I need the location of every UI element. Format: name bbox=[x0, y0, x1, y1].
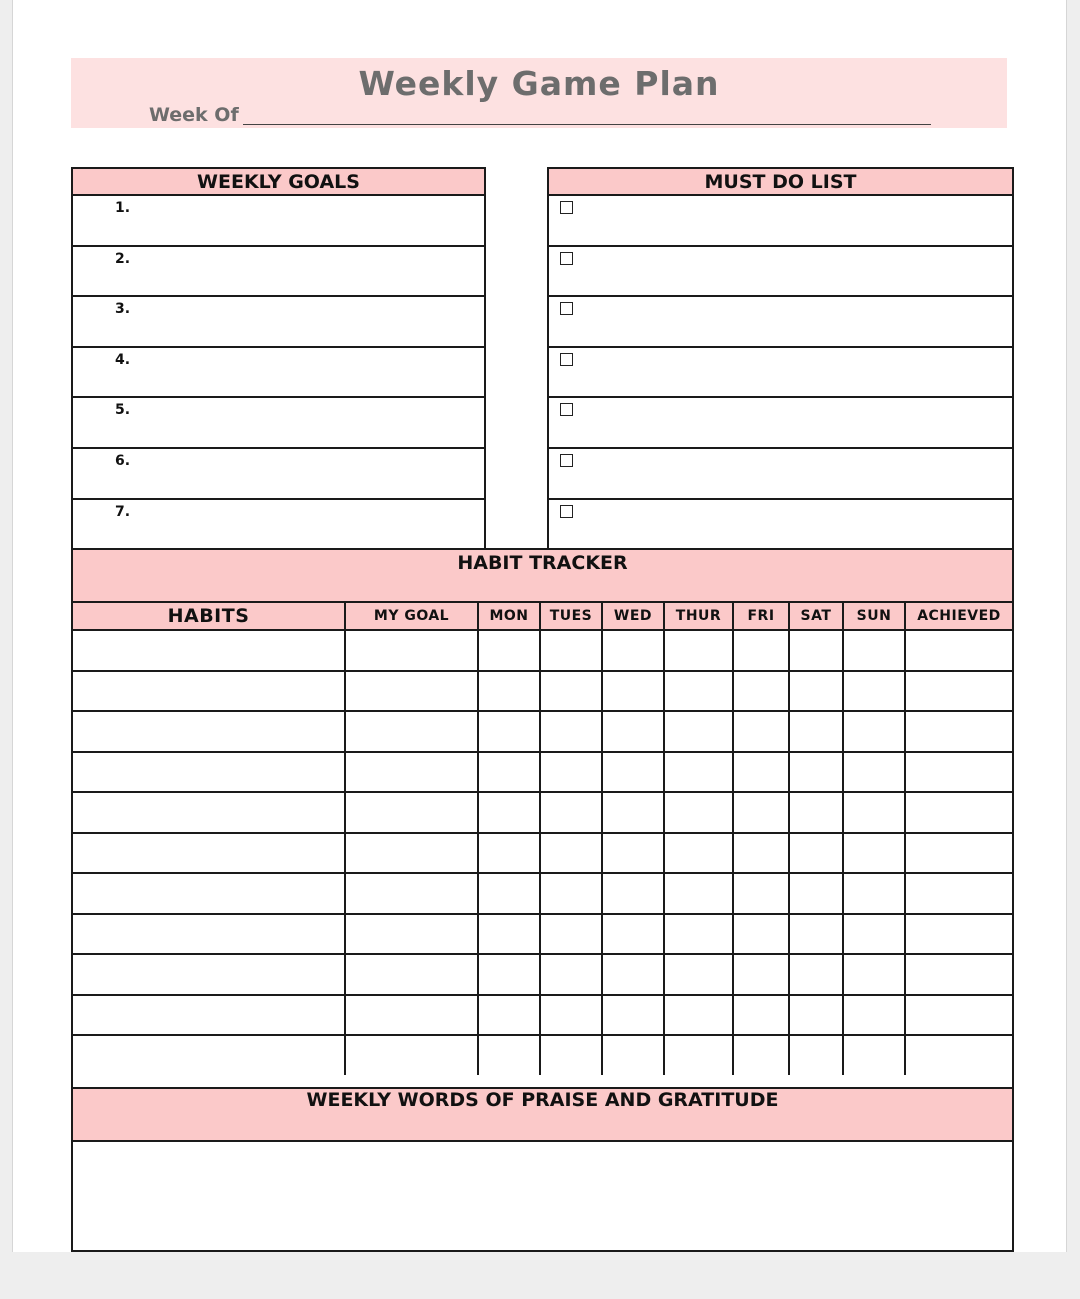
goal-number: 3. bbox=[115, 301, 131, 318]
habit-cell[interactable] bbox=[540, 630, 602, 671]
habit-cell[interactable] bbox=[345, 752, 478, 793]
goal-row[interactable] bbox=[73, 398, 484, 449]
habit-cell[interactable] bbox=[664, 711, 733, 752]
habit-cell[interactable] bbox=[345, 954, 478, 995]
page-header bbox=[71, 58, 1007, 128]
page-title: Weekly Game Plan bbox=[358, 64, 720, 103]
habit-cell[interactable] bbox=[789, 671, 843, 712]
must-do-row[interactable] bbox=[549, 196, 1012, 247]
habit-column-header: ACHIEVED bbox=[905, 603, 1012, 630]
habit-cell[interactable] bbox=[602, 752, 664, 793]
habit-cell[interactable] bbox=[478, 752, 540, 793]
habit-cell[interactable] bbox=[905, 914, 1012, 955]
must-do-row[interactable] bbox=[549, 297, 1012, 348]
habit-row bbox=[73, 995, 1012, 1036]
habit-tracker-heading: HABIT TRACKER bbox=[73, 550, 1012, 603]
goal-row[interactable] bbox=[73, 297, 484, 348]
habit-cell[interactable] bbox=[905, 671, 1012, 712]
habit-cell[interactable] bbox=[540, 711, 602, 752]
checkbox-icon[interactable] bbox=[560, 403, 573, 416]
habit-cell[interactable] bbox=[345, 873, 478, 914]
weekly-goals-section bbox=[71, 167, 486, 550]
goal-row[interactable] bbox=[73, 247, 484, 298]
habit-cell[interactable] bbox=[540, 914, 602, 955]
praise-section bbox=[71, 1087, 1014, 1252]
habit-cell[interactable] bbox=[73, 752, 345, 793]
habit-cell[interactable] bbox=[843, 1035, 905, 1075]
habit-cell[interactable] bbox=[73, 1035, 345, 1075]
habit-cell[interactable] bbox=[733, 752, 789, 793]
habit-cell[interactable] bbox=[733, 1035, 789, 1075]
must-do-row[interactable] bbox=[549, 247, 1012, 298]
habit-cell[interactable] bbox=[905, 995, 1012, 1036]
goal-row[interactable] bbox=[73, 500, 484, 551]
goal-number: 1. bbox=[115, 200, 131, 216]
habit-cell[interactable] bbox=[789, 954, 843, 995]
habit-row bbox=[73, 671, 1012, 712]
habit-cell[interactable] bbox=[789, 873, 843, 914]
goal-row[interactable] bbox=[73, 449, 484, 500]
habit-tracker-section bbox=[71, 548, 1014, 1089]
habit-cell[interactable] bbox=[905, 630, 1012, 671]
habit-row bbox=[73, 711, 1012, 752]
habit-cell[interactable] bbox=[478, 914, 540, 955]
habit-cell[interactable] bbox=[843, 711, 905, 752]
habit-cell[interactable] bbox=[602, 1035, 664, 1075]
checkbox-icon[interactable] bbox=[560, 454, 573, 467]
habit-cell[interactable] bbox=[733, 873, 789, 914]
habit-cell[interactable] bbox=[540, 1035, 602, 1075]
must-do-row[interactable] bbox=[549, 348, 1012, 399]
habit-cell[interactable] bbox=[843, 995, 905, 1036]
goal-number: 7. bbox=[115, 503, 131, 520]
habit-cell[interactable] bbox=[789, 1035, 843, 1075]
habit-cell[interactable] bbox=[843, 914, 905, 955]
habit-column-header: SUN bbox=[843, 603, 905, 630]
habit-cell[interactable] bbox=[602, 873, 664, 914]
habit-cell[interactable] bbox=[664, 914, 733, 955]
habit-row bbox=[73, 954, 1012, 995]
habit-row bbox=[73, 630, 1012, 671]
goal-number: 2. bbox=[115, 250, 131, 267]
habit-cell[interactable] bbox=[345, 1035, 478, 1075]
habit-cell[interactable] bbox=[602, 792, 664, 833]
habit-cell[interactable] bbox=[478, 995, 540, 1036]
habit-cell[interactable] bbox=[843, 954, 905, 995]
habit-cell[interactable] bbox=[905, 954, 1012, 995]
habit-cell[interactable] bbox=[540, 833, 602, 874]
habit-cell[interactable] bbox=[664, 873, 733, 914]
habit-cell[interactable] bbox=[789, 711, 843, 752]
habit-cell[interactable] bbox=[73, 792, 345, 833]
habit-cell[interactable] bbox=[905, 873, 1012, 914]
habit-cell[interactable] bbox=[843, 792, 905, 833]
habit-cell[interactable] bbox=[905, 833, 1012, 874]
habit-cell[interactable] bbox=[733, 671, 789, 712]
habit-cell[interactable] bbox=[733, 954, 789, 995]
habit-cell[interactable] bbox=[540, 995, 602, 1036]
habit-cell[interactable] bbox=[789, 995, 843, 1036]
habit-cell[interactable] bbox=[540, 671, 602, 712]
habit-cell[interactable] bbox=[789, 630, 843, 671]
habit-cell[interactable] bbox=[664, 1035, 733, 1075]
habit-column-header: MY GOAL bbox=[345, 603, 478, 630]
must-do-row[interactable] bbox=[549, 398, 1012, 449]
habit-cell[interactable] bbox=[905, 711, 1012, 752]
habit-cell[interactable] bbox=[789, 792, 843, 833]
weekly-goals-heading: WEEKLY GOALS bbox=[73, 169, 484, 196]
habit-cell[interactable] bbox=[664, 630, 733, 671]
habit-cell[interactable] bbox=[540, 792, 602, 833]
habit-cell[interactable] bbox=[345, 833, 478, 874]
habit-column-header: HABITS bbox=[73, 603, 345, 630]
habit-cell[interactable] bbox=[664, 752, 733, 793]
habit-cell[interactable] bbox=[733, 833, 789, 874]
checkbox-icon[interactable] bbox=[560, 505, 573, 518]
checkbox-icon[interactable] bbox=[560, 252, 573, 265]
habit-cell[interactable] bbox=[73, 671, 345, 712]
habit-cell[interactable] bbox=[789, 752, 843, 793]
must-do-row[interactable] bbox=[549, 449, 1012, 500]
habit-column-header: SAT bbox=[789, 603, 843, 630]
must-do-section bbox=[547, 167, 1014, 550]
habit-cell[interactable] bbox=[73, 995, 345, 1036]
habit-cell[interactable] bbox=[664, 671, 733, 712]
week-of-field[interactable] bbox=[243, 124, 931, 125]
goal-number: 6. bbox=[115, 452, 131, 469]
habit-cell[interactable] bbox=[345, 995, 478, 1036]
habit-cell[interactable] bbox=[843, 752, 905, 793]
habit-cell[interactable] bbox=[905, 792, 1012, 833]
goal-row[interactable] bbox=[73, 196, 484, 247]
habit-cell[interactable] bbox=[733, 792, 789, 833]
habit-cell[interactable] bbox=[789, 914, 843, 955]
checkbox-icon[interactable] bbox=[560, 353, 573, 366]
habit-cell[interactable] bbox=[664, 954, 733, 995]
habit-cell[interactable] bbox=[345, 711, 478, 752]
habit-cell[interactable] bbox=[73, 630, 345, 671]
habit-cell[interactable] bbox=[602, 914, 664, 955]
habit-cell[interactable] bbox=[664, 995, 733, 1036]
habit-cell[interactable] bbox=[478, 873, 540, 914]
habit-cell[interactable] bbox=[843, 671, 905, 712]
habit-column-header: FRI bbox=[733, 603, 789, 630]
week-of-label: Week Of bbox=[149, 104, 239, 126]
habit-cell[interactable] bbox=[602, 833, 664, 874]
habit-cell[interactable] bbox=[905, 752, 1012, 793]
habit-cell[interactable] bbox=[733, 995, 789, 1036]
habit-row bbox=[73, 752, 1012, 793]
habit-cell[interactable] bbox=[540, 752, 602, 793]
habit-cell[interactable] bbox=[540, 954, 602, 995]
habit-cell[interactable] bbox=[73, 833, 345, 874]
habit-cell[interactable] bbox=[345, 671, 478, 712]
goal-row[interactable] bbox=[73, 348, 484, 399]
habit-table bbox=[73, 603, 1012, 1075]
checkbox-icon[interactable] bbox=[560, 201, 573, 214]
habit-row bbox=[73, 914, 1012, 955]
habit-cell[interactable] bbox=[843, 630, 905, 671]
habit-cell[interactable] bbox=[733, 711, 789, 752]
habit-column-header: TUES bbox=[540, 603, 602, 630]
habit-row bbox=[73, 833, 1012, 874]
must-do-heading: MUST DO LIST bbox=[549, 169, 1012, 196]
habit-column-header: THUR bbox=[664, 603, 733, 630]
habit-cell[interactable] bbox=[602, 995, 664, 1036]
habit-cell[interactable] bbox=[540, 873, 602, 914]
habit-cell[interactable] bbox=[733, 630, 789, 671]
habit-column-header: WED bbox=[602, 603, 664, 630]
habit-cell[interactable] bbox=[664, 792, 733, 833]
habit-cell[interactable] bbox=[73, 954, 345, 995]
habit-cell[interactable] bbox=[345, 630, 478, 671]
habit-cell[interactable] bbox=[843, 873, 905, 914]
habit-cell[interactable] bbox=[789, 833, 843, 874]
checkbox-icon[interactable] bbox=[560, 302, 573, 315]
habit-cell[interactable] bbox=[345, 914, 478, 955]
habit-row bbox=[73, 873, 1012, 914]
habit-cell[interactable] bbox=[478, 833, 540, 874]
must-do-row[interactable] bbox=[549, 500, 1012, 551]
praise-writing-area[interactable] bbox=[73, 1142, 1012, 1250]
habit-cell[interactable] bbox=[478, 792, 540, 833]
habit-row bbox=[73, 1035, 1012, 1075]
habit-cell[interactable] bbox=[478, 1035, 540, 1075]
habit-cell[interactable] bbox=[478, 711, 540, 752]
habit-cell[interactable] bbox=[602, 671, 664, 712]
habit-cell[interactable] bbox=[73, 873, 345, 914]
habit-cell[interactable] bbox=[478, 671, 540, 712]
habit-row bbox=[73, 792, 1012, 833]
goal-number: 5. bbox=[115, 402, 131, 419]
habit-cell[interactable] bbox=[73, 711, 345, 752]
habit-cell[interactable] bbox=[602, 630, 664, 671]
habit-cell[interactable] bbox=[345, 792, 478, 833]
habit-cell[interactable] bbox=[602, 711, 664, 752]
praise-heading: WEEKLY WORDS OF PRAISE AND GRATITUDE bbox=[73, 1089, 1012, 1142]
habit-cell[interactable] bbox=[843, 833, 905, 874]
habit-cell[interactable] bbox=[478, 630, 540, 671]
habit-cell[interactable] bbox=[733, 914, 789, 955]
habit-column-header: MON bbox=[478, 603, 540, 630]
goal-number: 4. bbox=[115, 351, 131, 368]
habit-cell[interactable] bbox=[478, 954, 540, 995]
habit-cell[interactable] bbox=[602, 954, 664, 995]
habit-cell[interactable] bbox=[73, 914, 345, 955]
habit-cell[interactable] bbox=[905, 1035, 1012, 1075]
habit-cell[interactable] bbox=[664, 833, 733, 874]
